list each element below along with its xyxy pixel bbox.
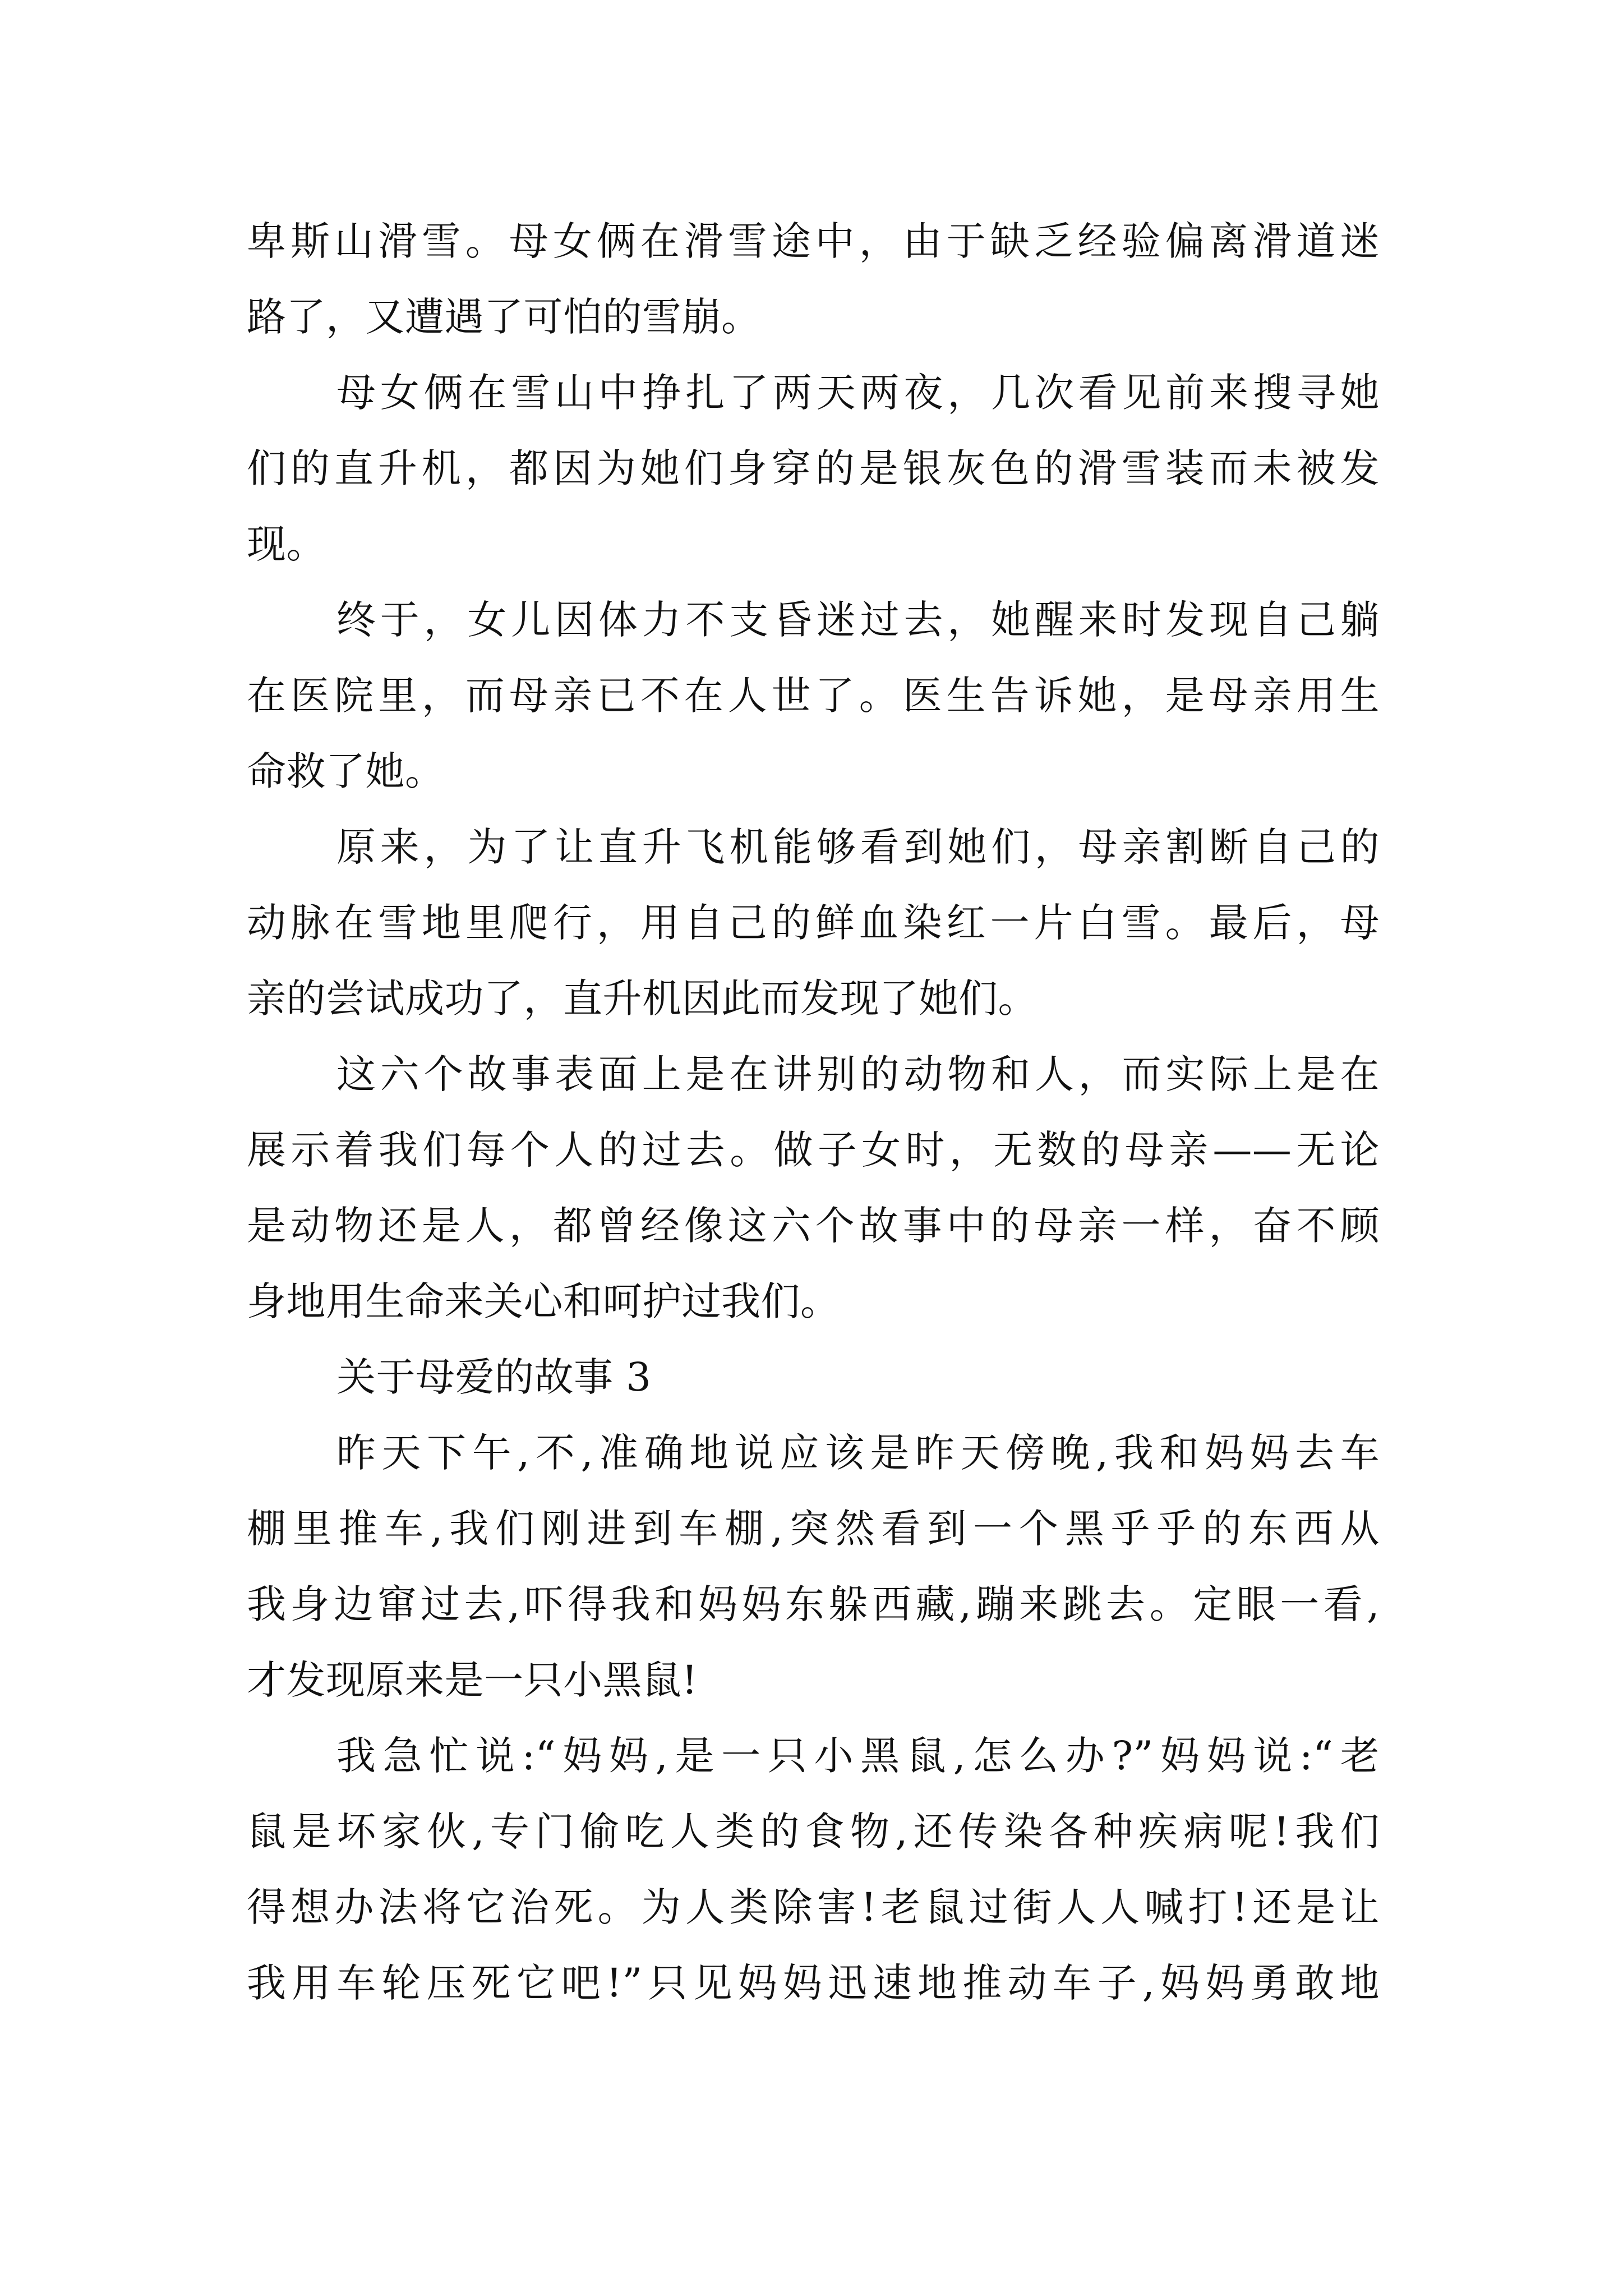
text-line: 我身边窜过去,吓得我和妈妈东躲西藏,蹦来跳去。定眼一看, (247, 1581, 1380, 1627)
text-line: 路了，又遭遇了可怕的雪崩。 (247, 294, 761, 340)
text-line: 我用车轮压死它吧!”只见妈妈迅速地推动车子,妈妈勇敢地 (247, 1960, 1380, 2006)
text-line: 在医院里，而母亲已不在人世了。医生告诉她，是母亲用生 (247, 673, 1380, 719)
text-line: 得想办法将它治死。为人类除害!老鼠过街人人喊打!还是让 (247, 1884, 1380, 1930)
text-line: 终于，女儿因体力不支昏迷过去，她醒来时发现自己躺 (336, 597, 1380, 643)
text-line: 动脉在雪地里爬行，用自己的鲜血染红一片白雪。最后，母 (247, 900, 1380, 946)
text-line: 卑斯山滑雪。母女俩在滑雪途中，由于缺乏经验偏离滑道迷 (247, 218, 1380, 264)
text-line: 身地用生命来关心和呵护过我们。 (247, 1278, 840, 1324)
section-heading: 关于母爱的故事 3 (336, 1354, 652, 1400)
text-line: 棚里推车,我们刚进到车棚,突然看到一个黑乎乎的东西从 (247, 1506, 1380, 1552)
text-line: 现。 (247, 521, 326, 567)
text-line: 是动物还是人，都曾经像这六个故事中的母亲一样，奋不顾 (247, 1203, 1380, 1249)
text-line: 我急忙说:“妈妈,是一只小黑鼠,怎么办?”妈妈说:“老 (336, 1733, 1380, 1779)
text-line: 展示着我们每个人的过去。做子女时，无数的母亲——无论 (247, 1127, 1380, 1173)
text-line: 原来，为了让直升飞机能够看到她们，母亲割断自己的 (336, 824, 1380, 870)
text-line: 鼠是坏家伙,专门偷吃人类的食物,还传染各种疾病呢!我们 (247, 1809, 1380, 1855)
text-line: 这六个故事表面上是在讲别的动物和人，而实际上是在 (336, 1051, 1380, 1097)
text-line: 才发现原来是一只小黑鼠! (247, 1657, 698, 1703)
text-line: 母女俩在雪山中挣扎了两天两夜，几次看见前来搜寻她 (336, 370, 1380, 416)
text-line: 亲的尝试成功了，直升机因此而发现了她们。 (247, 976, 1038, 1022)
text-line: 命救了她。 (247, 748, 445, 794)
text-line: 昨天下午,不,准确地说应该是昨天傍晚,我和妈妈去车 (336, 1430, 1380, 1476)
text-line: 们的直升机，都因为她们身穿的是银灰色的滑雪装而未被发 (247, 445, 1380, 491)
